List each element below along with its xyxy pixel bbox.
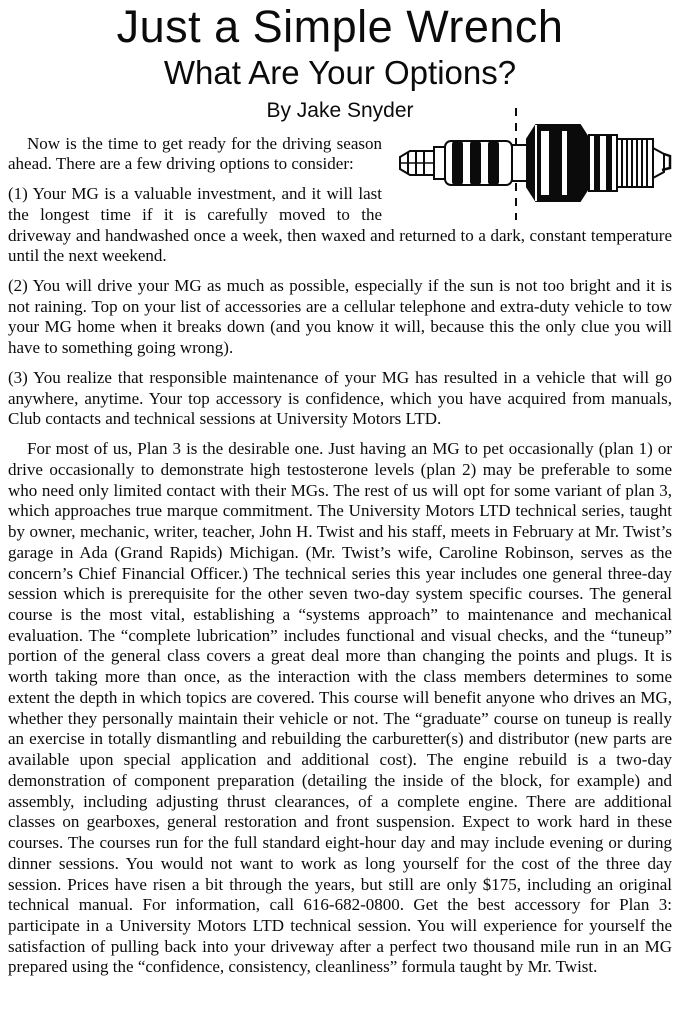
article-subtitle: What Are Your Options? <box>163 53 517 91</box>
spark-plug-illustration <box>394 134 672 220</box>
paragraph-option-2: (2) You will drive your MG as much as possible, especially if the sun is not too bright and it is not raining. Top on your list of accessories are a cellular telephone and extra-duty vehicle to tow your MG home when it breaks down (and you know it will, because this the only clue you will have to something going wrong). <box>8 275 672 358</box>
article-byline: By Jake Snyder <box>266 98 414 122</box>
paragraph-intro: Now is the time to get ready for the driving season ahead. There are a few driving options to consider: <box>8 133 382 174</box>
article-title: Just a Simple Wrench <box>116 1 564 52</box>
article-body <box>8 134 672 979</box>
spark-plug-icon <box>394 108 672 220</box>
paragraph-option-3: (3) You realize that responsible maintenance of your MG has resulted in a vehicle that will go anywhere, anytime. Your top accessory is confidence, which you have acquired from manuals, Club contacts and technical sessions at University Motors LTD. <box>8 367 672 429</box>
paragraph-option-1: (1) Your MG is a valuable investment, and it will last the longest time if it is carefully moved to the driveway and handwashed once a week, then waxed and returned to a dark, constant temperature until the next weekend. <box>8 184 672 266</box>
paragraph-main-body: For most of us, Plan 3 is the desirable one. Just having an MG to pet occasionally (plan 1) or drive occasionally to demonstrate high testosterone levels (plan 2) may be preferable to some who need only limited contact with their MGs. The rest of us will opt for some variant of plan 3, which approaches true marque commitment. The University Motors LTD technical series, taught by owner, mechanic, writer, teacher, John H. Twist and his staff, meets in February at Mr. Twist’s garage in Ada (Grand Rapids) Michigan. (Mr. Twist’s wife, Caroline Robinson, serves as the concern’s Chief Financial Officer.) The technical series this year includes one general three-day session which is prerequisite for the other seven two-day system specific courses. The general course is the most vital, establishing a “systems approach” to maintenance and mechanical evaluation. The “complete lubrication” includes functional and visual checks, and the “tuneup” portion of the general class covers a great deal more than changing the points and plugs. It is worth taking more than once, as the interaction with the class members determines to some extent the depth in which topics are covered. This course will benefit anyone who drives an MG, whether they personally maintain their vehicle or not. The “graduate” course on tuneup is really an exercise in totally dismantling and rebuilding the carburetter(s) and distributor (new parts are available upon special application and additional cost). The engine rebuild is a two-day demonstration of component preparation (detailing the inside of the block, for example) and assembly, including adjusting thrust clearances, of a complete engine. There are additional classes on gearboxes, general restoration and front suspension. Expect to work hard in these courses. The courses run for the full standard eight-hour day and may include evening or during dinner sessions. You would not want to work as long yourself for the cost of the three day session. Prices have risen a bit through the years, but still are only $175, including an original technical manual. For information, call 616-682-0800. Get the best accessory for Plan 3: participate in a University Motors LTD technical session. You will experience for yourself the satisfaction of pulling back into your driveway after a perfect two thousand mile run in an MG prepared using the “confidence, consistency, cleanliness” formula taught by Mr. Twist. <box>8 439 672 977</box>
